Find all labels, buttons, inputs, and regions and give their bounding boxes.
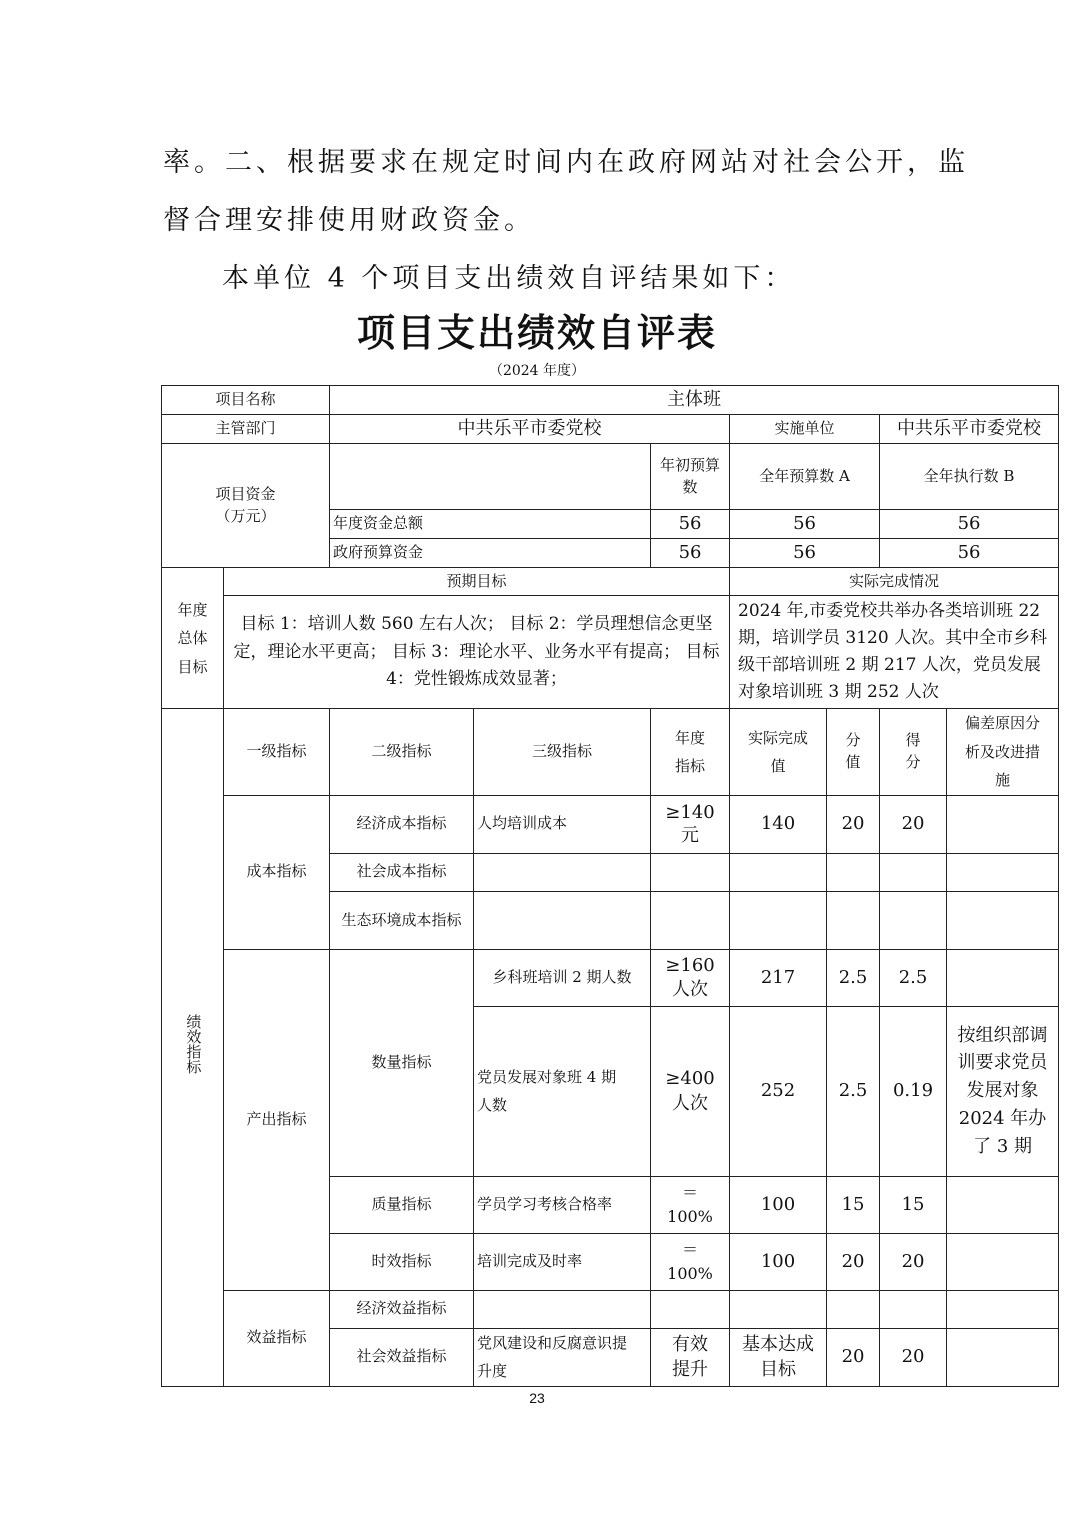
goal-label — [162, 568, 224, 709]
empty-cell — [947, 1233, 1059, 1290]
empty-cell — [730, 1290, 827, 1328]
perf-header-score — [880, 709, 947, 796]
empty-cell — [827, 891, 880, 949]
actual-econ-cost: 140 — [730, 795, 827, 853]
note-qty1 — [947, 949, 1059, 1006]
target-quality-text: ＝100% — [667, 1182, 713, 1226]
target-social-benefit-text: 有效提升 — [672, 1334, 709, 1381]
fund-row-label: 政府预算资金 — [330, 539, 651, 568]
table-subtitle: （2024 年度） — [488, 363, 586, 379]
fund-budget: 56 — [730, 510, 880, 539]
l3-econ-cost: 人均培训成本 — [474, 795, 651, 853]
target-timeliness — [651, 1233, 730, 1290]
empty-cell — [827, 853, 880, 891]
empty-cell — [651, 891, 730, 949]
intro-line-1: 率。二、根据要求在规定时间内在政府网站对社会公开，监 — [163, 147, 969, 178]
target-econ-cost — [651, 795, 730, 853]
perf-header-value-text: 分值 — [845, 731, 861, 771]
score-quality: 15 — [880, 1176, 947, 1233]
actual-quality: 100 — [730, 1176, 827, 1233]
target-qty1 — [651, 949, 730, 1006]
l2-social-benefit: 社会效益指标 — [330, 1328, 474, 1386]
fund-header-exec: 全年执行数 B — [880, 444, 1059, 510]
l2-econ-benefit: 经济效益指标 — [330, 1290, 474, 1328]
empty-cell — [947, 1290, 1059, 1328]
fund-label-cell — [162, 444, 330, 568]
output-label: 产出指标 — [224, 949, 330, 1290]
value-qty2: 2.5 — [827, 1006, 880, 1176]
perf-header-value — [827, 709, 880, 796]
l2-econ-cost: 经济成本指标 — [330, 795, 474, 853]
benefit-label: 效益指标 — [224, 1290, 330, 1386]
perf-header-target-text: 年度指标 — [675, 728, 706, 775]
empty-cell — [474, 1290, 651, 1328]
target-social-benefit — [651, 1328, 730, 1386]
empty-cell — [651, 1290, 730, 1328]
fund-unit: （万元） — [215, 506, 276, 525]
page-number: 23 — [529, 1390, 545, 1406]
perf-header-actual — [730, 709, 827, 796]
score-qty2: 0.19 — [880, 1006, 947, 1176]
impl-value: 中共乐平市委党校 — [880, 415, 1059, 444]
l3-qty2 — [474, 1006, 651, 1176]
l3-qty1: 乡科班培训 2 期人数 — [474, 949, 651, 1006]
empty-cell — [947, 1328, 1059, 1386]
l2-quantity: 数量指标 — [330, 949, 474, 1176]
empty-cell — [730, 891, 827, 949]
value-qty1: 2.5 — [827, 949, 880, 1006]
target-qty1-text: ≥160人次 — [665, 955, 715, 1000]
l3-timeliness: 培训完成及时率 — [474, 1233, 651, 1290]
goal-expected-header: 预期目标 — [224, 568, 730, 596]
score-qty1: 2.5 — [880, 949, 947, 1006]
score-social-benefit: 20 — [880, 1328, 947, 1386]
l2-social-cost: 社会成本指标 — [330, 853, 474, 891]
target-timeliness-text: ＝100% — [667, 1239, 713, 1283]
note-econ-cost — [947, 795, 1059, 853]
empty-cell — [880, 891, 947, 949]
intro-line-2: 督合理安排使用财政资金。 — [163, 205, 535, 236]
fund-initial: 56 — [651, 539, 730, 568]
l2-eco-cost — [330, 891, 474, 949]
perf-header-l2: 二级指标 — [330, 709, 474, 796]
perf-header-note-text: 偏差原因分析及改进措施 — [965, 714, 1041, 790]
value-econ-cost: 20 — [827, 795, 880, 853]
goal-actual-header: 实际完成情况 — [730, 568, 1059, 596]
l3-social-benefit-text: 党风建设和反腐意识提升度 — [477, 1333, 628, 1381]
value-quality: 15 — [827, 1176, 880, 1233]
goal-actual: 2024 年,市委党校共举办各类培训班 22 期，培训学员 3120 人次。其中全市乡科级干部培训班 2 期 217 人次，党员发展对象培训班 3 期 252 人次 — [730, 596, 1059, 709]
perf-label — [162, 709, 224, 1387]
empty-cell — [651, 853, 730, 891]
actual-timeliness: 100 — [730, 1233, 827, 1290]
dept-label: 主管部门 — [162, 415, 330, 444]
target-econ-cost-text: ≥140元 — [665, 801, 715, 847]
perf-header-note — [947, 709, 1059, 796]
actual-qty1: 217 — [730, 949, 827, 1006]
fund-budget: 56 — [730, 539, 880, 568]
empty-cell — [474, 853, 651, 891]
actual-social-benefit-text: 基本达成目标 — [742, 1334, 815, 1381]
empty-cell — [947, 891, 1059, 949]
l3-social-benefit — [474, 1328, 651, 1386]
fund-blank-header — [330, 444, 651, 510]
fund-label: 项目资金 — [215, 484, 276, 503]
impl-label: 实施单位 — [730, 415, 880, 444]
l2-quality: 质量指标 — [330, 1176, 474, 1233]
empty-cell — [474, 891, 651, 949]
cost-label: 成本指标 — [224, 795, 330, 949]
actual-qty2: 252 — [730, 1006, 827, 1176]
project-name-label: 项目名称 — [162, 386, 330, 415]
perf-header-l3: 三级指标 — [474, 709, 651, 796]
project-name: 主体班 — [330, 386, 1059, 415]
l3-qty2-text: 党员发展对象班 4 期人数 — [477, 1067, 617, 1115]
score-timeliness: 20 — [880, 1233, 947, 1290]
empty-cell — [880, 853, 947, 891]
l2-timeliness: 时效指标 — [330, 1233, 474, 1290]
goal-expected: 目标 1：培训人数 560 左右人次； 目标 2：学员理想信念更坚定，理论水平更高； 目标 3：理论水平、业务水平有提高； 目标 4：党性锻炼成效显著； — [224, 596, 730, 709]
l3-quality: 学员学习考核合格率 — [474, 1176, 651, 1233]
empty-cell — [947, 1176, 1059, 1233]
empty-cell — [827, 1290, 880, 1328]
table-title: 项目支出绩效自评表 — [356, 311, 717, 355]
perf-header-l1: 一级指标 — [224, 709, 330, 796]
score-econ-cost: 20 — [880, 795, 947, 853]
perf-label-text: 绩效指标 — [184, 1014, 203, 1075]
perf-header-score-text: 得分 — [905, 731, 921, 771]
empty-cell — [880, 1290, 947, 1328]
fund-header-budget: 全年预算数 A — [730, 444, 880, 510]
dept-value: 中共乐平市委党校 — [330, 415, 730, 444]
self-evaluation-table — [161, 385, 1059, 1387]
note-qty2-text: 按组织部调训要求党员发展对象 2024 年办了 3 期 — [957, 1024, 1048, 1158]
fund-header-initial: 年初预算数 — [651, 444, 730, 510]
goal-label-text: 年度总体目标 — [177, 600, 208, 676]
value-social-benefit: 20 — [827, 1328, 880, 1386]
empty-cell — [947, 853, 1059, 891]
intro-line-3: 本单位 4 个项目支出绩效自评结果如下： — [222, 263, 796, 294]
perf-header-target — [651, 709, 730, 796]
note-qty2 — [947, 1006, 1059, 1176]
fund-exec: 56 — [880, 510, 1059, 539]
fund-initial: 56 — [651, 510, 730, 539]
perf-header-actual-text: 实际完成值 — [748, 728, 809, 775]
value-timeliness: 20 — [827, 1233, 880, 1290]
actual-social-benefit — [730, 1328, 827, 1386]
target-quality — [651, 1176, 730, 1233]
target-qty2-text: ≥400人次 — [665, 1068, 715, 1115]
l2-eco-cost-text: 生态环境成本指标 — [341, 911, 462, 929]
empty-cell — [730, 853, 827, 891]
fund-row-label: 年度资金总额 — [330, 510, 651, 539]
fund-exec: 56 — [880, 539, 1059, 568]
target-qty2 — [651, 1006, 730, 1176]
